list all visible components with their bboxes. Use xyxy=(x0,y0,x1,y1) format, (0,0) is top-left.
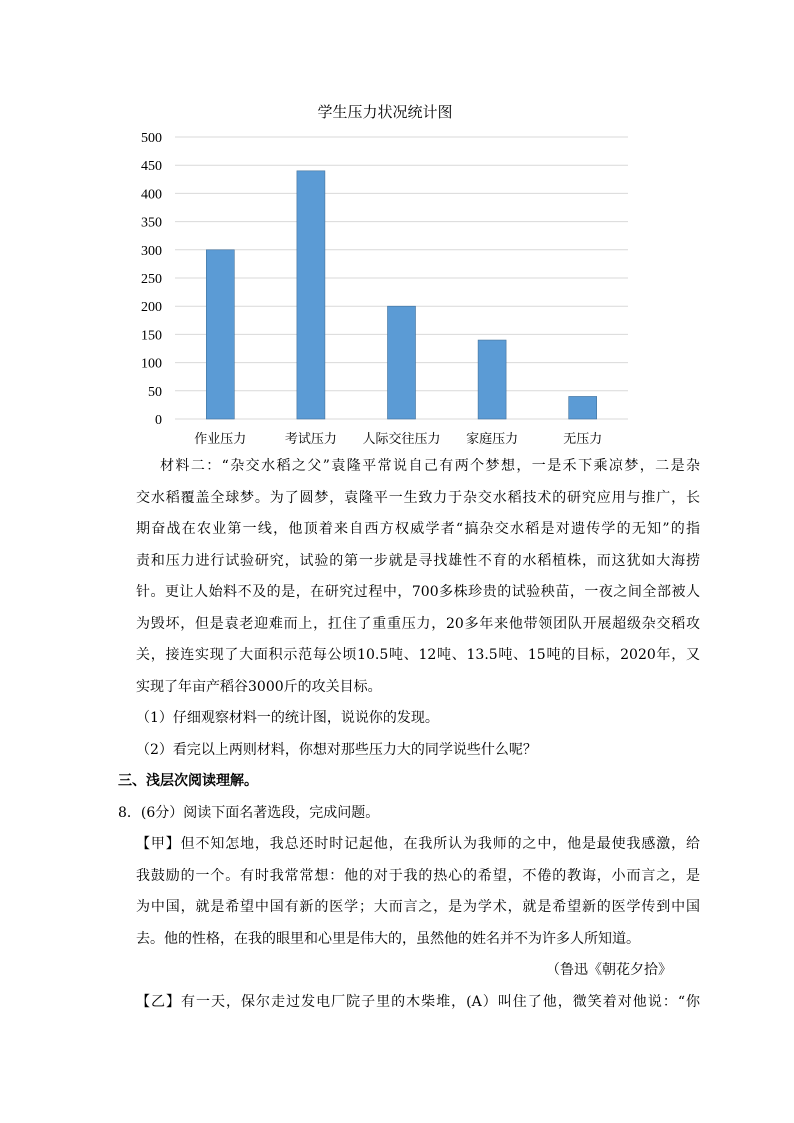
question-2: （2）看完以上两则材料，你想对那些压力大的同学说些什么呢？ xyxy=(136,741,537,758)
bar xyxy=(388,306,416,419)
x-category-label: 人际交往压力 xyxy=(362,432,441,447)
chart-title: 学生压力状况统计图 xyxy=(317,103,453,121)
excerpt-line: 去。他的性格，在我的眼里和心里是伟大的，虽然他的姓名并不为许多人所知道。 xyxy=(136,930,640,947)
bar xyxy=(297,171,325,419)
bars xyxy=(206,171,596,419)
x-category-label: 家庭压力 xyxy=(466,432,519,447)
y-tick-label: 300 xyxy=(141,243,162,259)
x-category-label: 考试压力 xyxy=(284,432,337,447)
y-tick-label: 250 xyxy=(141,272,162,287)
y-tick-label: 450 xyxy=(141,159,162,175)
x-category-label: 作业压力 xyxy=(194,432,247,447)
bar xyxy=(569,396,597,419)
y-tick-label: 350 xyxy=(141,215,162,231)
x-axis-categories xyxy=(194,431,602,447)
paragraph-line: 期奋战在农业第一线，他顶着来自西方权威学者“搞杂交水稻是对遗传学的无知”的指 xyxy=(136,521,700,537)
y-axis-ticks xyxy=(141,131,162,428)
document-body xyxy=(118,451,700,1018)
excerpt-line: 【甲】但不知怎地，我总还时时记起他，在我所认为我师的之中，他是最使我感激，给 xyxy=(136,836,700,852)
stress-bar-chart xyxy=(130,96,650,456)
y-tick-label: 50 xyxy=(148,384,162,400)
paragraph-line: 关，接连实现了大面积示范每公顷10.5吨、12吨、13.5吨、15吨的目标，2020年，又 xyxy=(136,647,700,663)
paragraph-line: 为毁坏，但是袁老迎难而上，扛住了重重压力，20多年来他带领团队开展超级杂交稻攻 xyxy=(136,615,700,632)
excerpt-line: 我鼓励的一个。有时我常常想：他的对于我的热心的希望，不倦的教诲，小而言之，是 xyxy=(136,867,700,884)
bar xyxy=(478,340,506,419)
y-tick-label: 200 xyxy=(141,300,162,316)
excerpt-source: （鲁迅《朝花夕拾》 xyxy=(546,962,672,978)
y-tick-label: 100 xyxy=(141,356,162,372)
x-category-label: 无压力 xyxy=(563,432,603,447)
paragraph-line: 材料二：“杂交水稻之父”袁隆平常说自己有两个梦想，一是禾下乘凉梦，二是杂 xyxy=(160,458,700,474)
y-tick-label: 150 xyxy=(141,328,162,344)
excerpt-line: 为中国，就是希望中国有新的医学；大而言之，是为学术，就是希望新的医学传到中国 xyxy=(136,899,700,915)
y-tick-label: 400 xyxy=(141,187,162,203)
y-tick-label: 500 xyxy=(141,131,162,146)
section-heading: 三、浅层次阅读理解。 xyxy=(118,773,258,789)
question-1: （1）仔细观察材料一的统计图，说说你的发现。 xyxy=(136,710,439,726)
question-8-heading: 8．(6分）阅读下面名著选段，完成问题。 xyxy=(118,804,380,821)
excerpt-line: 【乙】有一天，保尔走过发电厂院子里的木柴堆，(A）叫住了他，微笑着对他说：“你 xyxy=(136,993,700,1010)
y-tick-label: 0 xyxy=(155,413,162,428)
paragraph-line: 针。更让人始料不及的是，在研究过程中，700多株珍贵的试验秧苗，一夜之间全部被人 xyxy=(136,584,700,600)
bar xyxy=(206,250,234,419)
paragraph-line: 实现了年亩产稻谷3000斤的攻关目标。 xyxy=(136,678,382,695)
paragraph-line: 责和压力进行试验研究，试验的第一步就是寻找雄性不育的水稻植株，而这犹如大海捞 xyxy=(136,552,700,569)
paragraph-line: 交水稻覆盖全球梦。为了圆梦，袁隆平一生致力于杂交水稻技术的研究应用与推广，长 xyxy=(136,489,700,506)
